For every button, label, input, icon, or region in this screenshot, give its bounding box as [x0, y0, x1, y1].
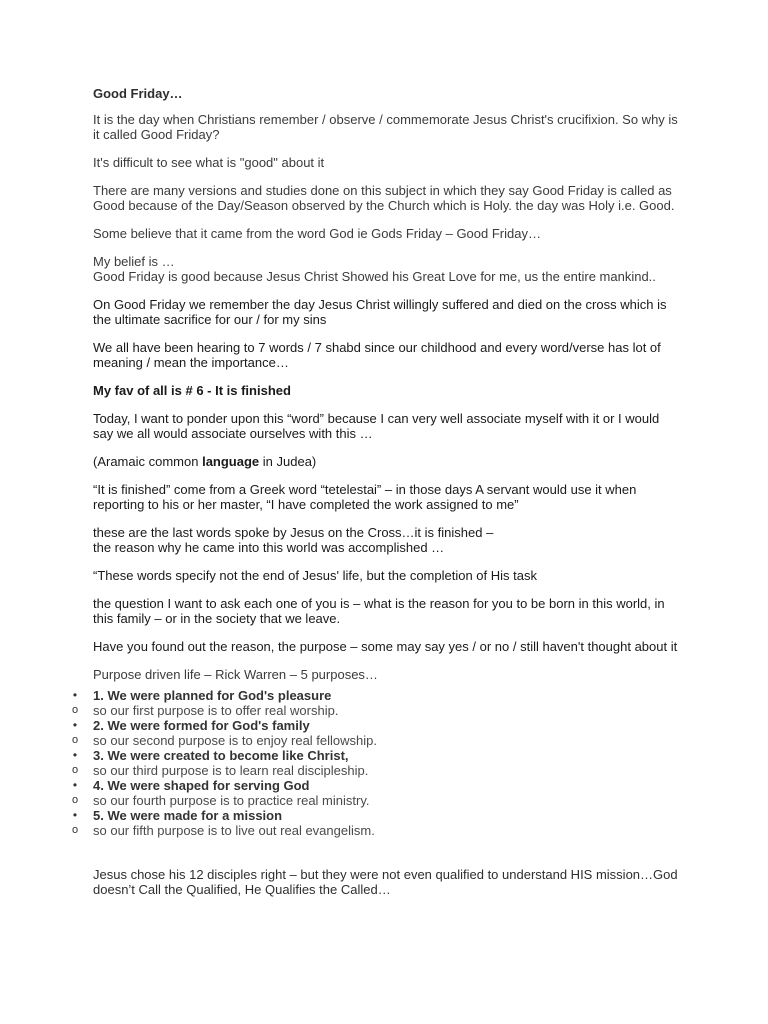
last-words-line-2: the reason why he came into this world was accomplished …	[93, 540, 445, 555]
purpose-item	[0, 748, 768, 763]
closing-paragraph	[93, 867, 693, 897]
document-body	[93, 86, 683, 695]
purpose-subitem	[0, 763, 768, 778]
circle-bullet-icon: o	[71, 764, 79, 776]
paragraph-versions: There are many versions and studies done on this subject in which they say Good Friday is called as Good because of the Day/Season observed by the Church which is Holy. the day was Holy i.e. Good.	[93, 183, 675, 213]
paragraph-remember: On Good Friday we remember the day Jesus Christ willingly suffered and died on the cross which is the ultimate sacrifice for our / for my sins	[93, 297, 667, 327]
paragraph-belief	[93, 254, 683, 284]
circle-bullet-icon: o	[71, 704, 79, 716]
purpose-subitem	[0, 703, 768, 718]
circle-bullet-icon: o	[71, 824, 79, 836]
aramaic-post: in Judea)	[259, 454, 317, 469]
purpose-item	[0, 778, 768, 793]
purpose-text: so our first purpose is to offer real worship.	[93, 703, 339, 718]
paragraph-tetelestai: “It is finished” come from a Greek word “tetelestai” – in those days A servant would use it when reporting to his or her master, “I have completed the work assigned to me”	[93, 482, 637, 512]
purpose-item	[0, 808, 768, 823]
purpose-text: 3. We were created to become like Christ,	[93, 748, 349, 763]
aramaic-bold-word: language	[202, 454, 260, 469]
purpose-subitem	[0, 823, 768, 838]
closing-line-1: Jesus chose his 12 disciples right – but they were not even qualified to understand HIS mission…God	[93, 867, 678, 882]
purpose-text: 1. We were planned for God's pleasure	[93, 688, 332, 703]
purposes-list	[0, 688, 768, 838]
purpose-item	[0, 688, 768, 703]
circle-bullet-icon: o	[71, 734, 79, 746]
paragraph-favourite: My fav of all is # 6 - It is finished	[93, 383, 291, 398]
bullet-icon: •	[72, 808, 78, 822]
paragraph-gods-friday: Some believe that it came from the word God ie Gods Friday – Good Friday…	[93, 226, 541, 241]
purpose-subitem	[0, 733, 768, 748]
purpose-subitem	[0, 793, 768, 808]
paragraph-specify: “These words specify not the end of Jesus' life, but the completion of His task	[93, 568, 537, 583]
purpose-text: 5. We were made for a mission	[93, 808, 283, 823]
bullet-icon: •	[72, 748, 78, 762]
purpose-text: 4. We were shaped for serving God	[93, 778, 310, 793]
bullet-icon: •	[72, 718, 78, 732]
closing-line-2: doesn’t Call the Qualified, He Qualifies the Called…	[93, 882, 391, 897]
circle-bullet-icon: o	[71, 794, 79, 806]
purpose-item	[0, 718, 768, 733]
belief-line-1: My belief is …	[93, 254, 175, 269]
bullet-icon: •	[72, 778, 78, 792]
bullet-icon: •	[72, 688, 78, 702]
purpose-text: 2. We were formed for God's family	[93, 718, 310, 733]
purpose-text: so our fourth purpose is to practice real ministry.	[93, 793, 370, 808]
paragraph-question: the question I want to ask each one of you is – what is the reason for you to be born in this world, in this family – or in the society that we leave.	[93, 596, 665, 626]
belief-line-2: Good Friday is good because Jesus Christ Showed his Great Love for me, us the entire mankind..	[93, 269, 656, 284]
purpose-text: so our third purpose is to learn real discipleship.	[93, 763, 369, 778]
paragraph-last-words	[93, 525, 683, 555]
last-words-line-1: these are the last words spoke by Jesus on the Cross…it is finished –	[93, 525, 494, 540]
document-title: Good Friday…	[93, 86, 183, 101]
paragraph-seven-words: We all have been hearing to 7 words / 7 shabd since our childhood and every word/verse has lot of meaning / mean the importance…	[93, 340, 661, 370]
aramaic-pre: (Aramaic common	[93, 454, 203, 469]
paragraph-purpose-driven: Purpose driven life – Rick Warren – 5 purposes…	[93, 667, 378, 682]
paragraph-reason: Have you found out the reason, the purpose – some may say yes / or no / still haven't thought about it	[93, 639, 678, 654]
purpose-text: so our second purpose is to enjoy real fellowship.	[93, 733, 377, 748]
purpose-text: so our fifth purpose is to live out real evangelism.	[93, 823, 375, 838]
paragraph-intro: It is the day when Christians remember / observe / commemorate Jesus Christ's crucifixion. So why is it called Good Friday?	[93, 112, 678, 142]
paragraph-ponder: Today, I want to ponder upon this “word” because I can very well associate myself with it or I would say we all would associate ourselves with this …	[93, 411, 660, 441]
paragraph-difficult: It's difficult to see what is "good" about it	[93, 155, 325, 170]
paragraph-aramaic	[93, 454, 683, 469]
